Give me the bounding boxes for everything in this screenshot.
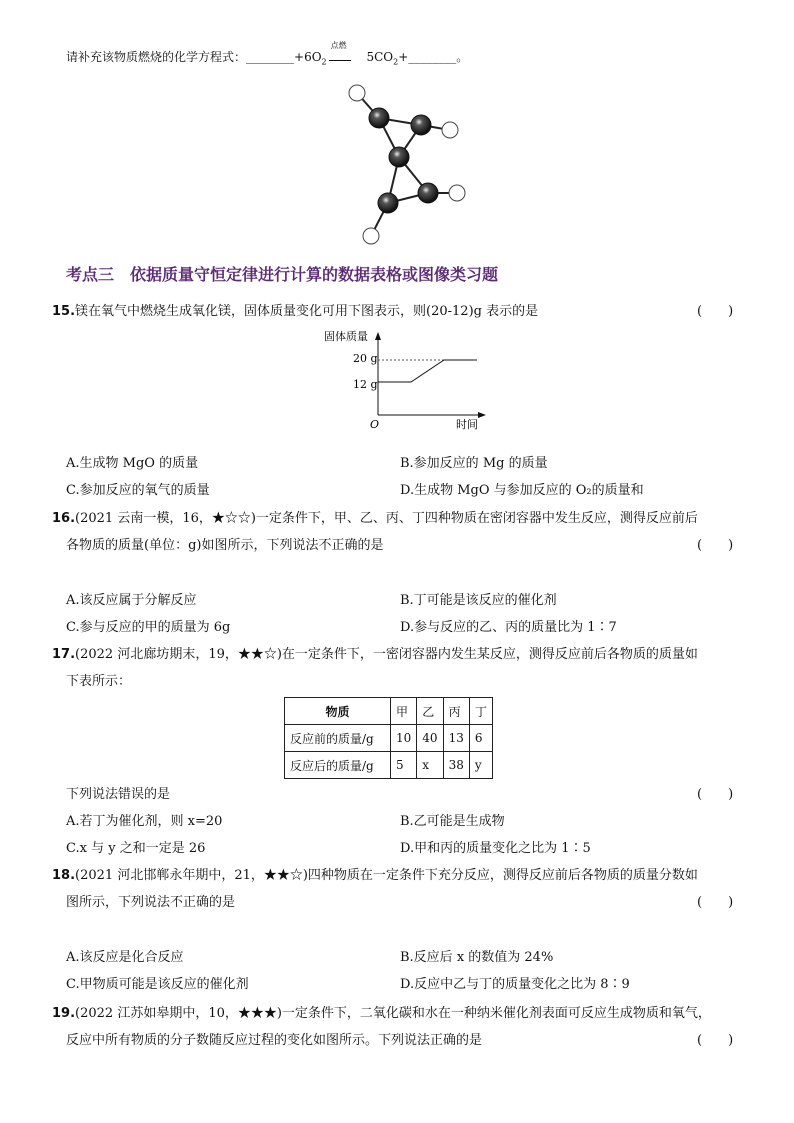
q17-data-table <box>284 697 493 779</box>
q18-option-c[interactable]: C.甲物质可能是该反应的催化剂 <box>66 977 249 992</box>
table-cell: 6 <box>469 725 492 752</box>
carbon-atom <box>411 115 431 135</box>
q18-option-b[interactable]: B.反应后 x 的数值为 24% <box>400 950 554 965</box>
table-header-cell: 丁 <box>469 698 492 725</box>
hydrogen-atom <box>442 122 458 138</box>
carbon-atom <box>378 193 398 213</box>
q14-plus: + <box>398 50 409 64</box>
q19-number: 19. <box>52 1006 76 1021</box>
q16-stem-line1 <box>52 507 698 526</box>
q17-option-c[interactable]: C.x 与 y 之和一定是 26 <box>66 841 206 856</box>
q19-stem-line1 <box>52 1002 711 1021</box>
table-cell: 反应后的质量/g <box>285 752 391 779</box>
q18-stem-line1 <box>52 864 698 883</box>
q15-option-a[interactable]: A.生成物 MgO 的质量 <box>66 456 199 471</box>
chart-series-line <box>388 360 477 382</box>
q14-o2-sub: 2 <box>321 57 327 67</box>
q14-co2-sub: 2 <box>393 57 399 67</box>
q14-end: 。 <box>456 50 469 64</box>
table-cell: 5 <box>391 752 417 779</box>
q14-co2: 5CO <box>366 50 394 64</box>
table-header-cell: 物质 <box>285 698 391 725</box>
q15-number: 15. <box>52 304 76 319</box>
table-header-cell: 乙 <box>417 698 443 725</box>
table-row <box>285 725 493 752</box>
q18-answer-paren: ( ) <box>697 895 734 910</box>
q18-option-a[interactable]: A.该反应是化合反应 <box>66 950 184 965</box>
q16-number: 16. <box>52 511 76 526</box>
table-cell: y <box>469 752 492 779</box>
q19-line1: (2022 江苏如皋期中，10，★★★)一定条件下，二氧化碳和水在一种纳米催化剂表面可反应生成物质和氧气， <box>75 1006 711 1021</box>
section-heading: 考点三 依据质量守恒定律进行计算的数据表格或图像类习题 <box>66 265 499 284</box>
hydrogen-atom <box>349 85 365 101</box>
arrow-condition: 点燃 <box>330 41 347 50</box>
q16-answer-paren: ( ) <box>697 538 734 553</box>
q17-option-d[interactable]: D.甲和丙的质量变化之比为 1∶5 <box>400 841 591 856</box>
q15-text: 镁在氧气中燃烧生成氧化镁，固体质量变化可用下图表示，则(20-12)g 表示的是 <box>75 304 539 319</box>
table-cell: 13 <box>443 725 469 752</box>
q19-line2: 反应中所有物质的分子数随反应过程的变化如图所示。下列说法正确的是 <box>66 1033 483 1048</box>
q16-option-c[interactable]: C.参与反应的甲的质量为 6g <box>66 620 231 635</box>
q14-blank1: ________ <box>246 50 295 64</box>
q14-o2: +6O <box>294 50 322 64</box>
chart-ylabel: 固体质量 <box>324 330 368 343</box>
q14-blank2: ________ <box>408 50 457 64</box>
table-header-cell: 甲 <box>391 698 417 725</box>
chart-x-arrow <box>478 412 486 418</box>
q14-equation <box>66 41 469 67</box>
carbon-atom <box>418 183 438 203</box>
q17-line1: (2022 河北廊坊期末，19，★★☆)在一定条件下，一密闭容器内发生某反应，测得反应前后各物质的质量如 <box>75 647 698 662</box>
table-cell: 反应前的质量/g <box>285 725 391 752</box>
carbon-atom <box>389 147 409 167</box>
chart-ytick-20: 20 g <box>353 352 378 365</box>
q18-line1: (2021 河北邯郸永年期中，21，★★☆)四种物质在一定条件下充分反应，测得反应前后各物质的质量分数如 <box>75 868 698 883</box>
q17-option-a[interactable]: A.若丁为催化剂，则 x=20 <box>66 814 223 829</box>
q15-option-c[interactable]: C.参加反应的氧气的质量 <box>66 483 210 498</box>
q16-option-d[interactable]: D.参与反应的乙、丙的质量比为 1∶7 <box>400 620 617 635</box>
carbon-atom <box>369 108 389 128</box>
q17-stem-line1 <box>52 643 698 662</box>
q14-prompt: 请补充该物质燃烧的化学方程式： <box>66 50 247 64</box>
q15-chart <box>320 328 490 434</box>
q17-line2: 下表所示： <box>66 674 132 689</box>
reaction-arrow <box>329 41 351 61</box>
q18-option-d[interactable]: D.反应中乙与丁的质量变化之比为 8∶9 <box>400 977 630 992</box>
chart-ytick-12: 12 g <box>353 378 378 391</box>
table-header-row <box>285 698 493 725</box>
q17-number: 17. <box>52 647 76 662</box>
q16-line2: 各物质的质量(单位：g)如图所示，下列说法不正确的是 <box>66 538 384 553</box>
chart-y-arrow <box>375 332 381 340</box>
q17-after-table: 下列说法错误的是 <box>66 787 171 802</box>
molecule-model-figure <box>340 80 480 250</box>
table-cell: 40 <box>417 725 443 752</box>
q16-option-a[interactable]: A.该反应属于分解反应 <box>66 593 197 608</box>
chart-origin: O <box>370 418 380 431</box>
q18-line2: 图所示，下列说法不正确的是 <box>66 895 236 910</box>
q17-answer-paren: ( ) <box>697 787 734 802</box>
q15-answer-paren: ( ) <box>697 304 734 319</box>
q18-number: 18. <box>52 868 76 883</box>
table-header-cell: 丙 <box>443 698 469 725</box>
table-cell: x <box>417 752 443 779</box>
q15-option-d[interactable]: D.生成物 MgO 与参加反应的 O₂的质量和 <box>400 483 644 498</box>
q16-line1: (2021 云南一模，16，★☆☆)一定条件下，甲、乙、丙、丁四种物质在密闭容器中发生反应，测得反应前后 <box>75 511 698 526</box>
chart-xlabel: 时间 <box>456 418 478 431</box>
q19-answer-paren: ( ) <box>697 1033 734 1048</box>
q15-stem <box>52 300 538 319</box>
hydrogen-atom <box>449 185 465 201</box>
hydrogen-atom <box>363 228 379 244</box>
table-cell: 10 <box>391 725 417 752</box>
q16-option-b[interactable]: B.丁可能是该反应的催化剂 <box>400 593 557 608</box>
q17-option-b[interactable]: B.乙可能是生成物 <box>400 814 505 829</box>
table-row <box>285 752 493 779</box>
q15-option-b[interactable]: B.参加反应的 Mg 的质量 <box>400 456 548 471</box>
table-cell: 38 <box>443 752 469 779</box>
